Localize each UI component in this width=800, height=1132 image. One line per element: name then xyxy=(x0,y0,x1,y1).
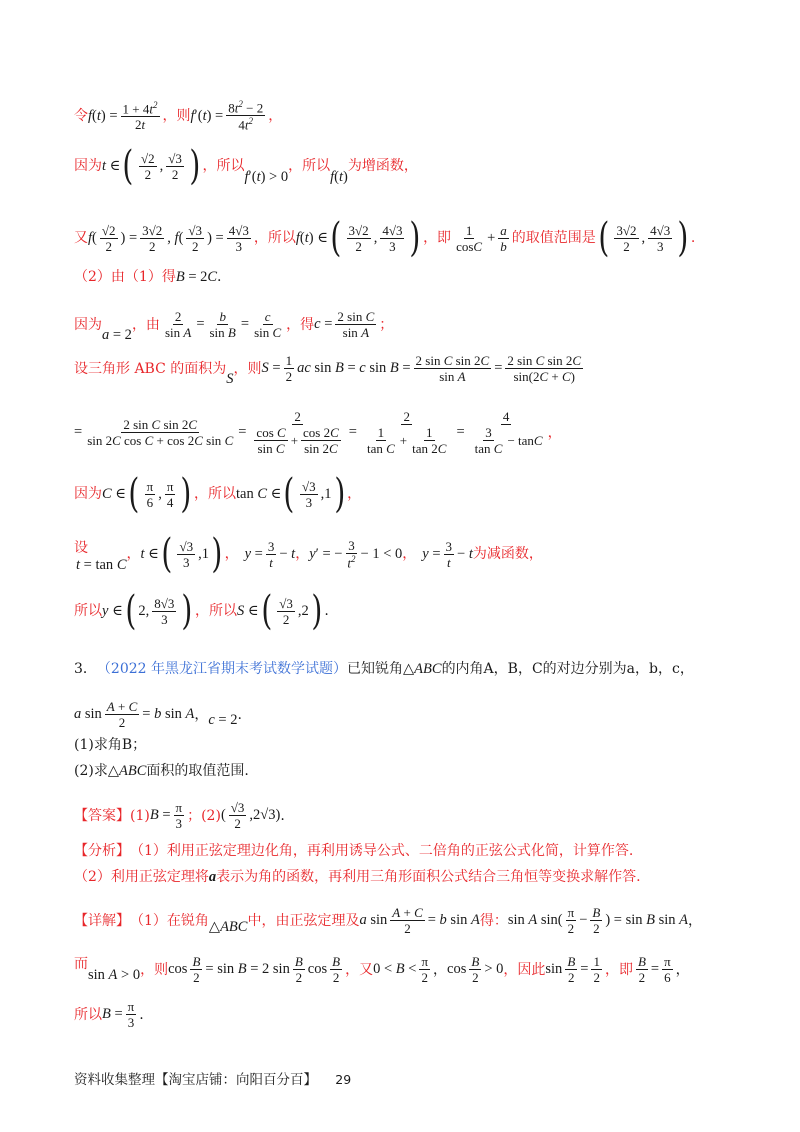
line-analysis-2 xyxy=(74,870,740,885)
formula-y-eq-2: y = xyxy=(422,545,441,562)
formula-f-prime: f′(t) = xyxy=(190,107,224,124)
text-part2: （2）由（1）得 xyxy=(74,269,176,286)
text-comma: ， xyxy=(268,107,283,124)
text-comma-10: ， xyxy=(688,912,703,929)
line-detail-3 xyxy=(74,1000,740,1029)
formula-c-eq: c = xyxy=(314,316,333,333)
fraction-b-2-e: $\frac{B}{2}$ xyxy=(471,954,480,985)
paren-close-4: ) xyxy=(180,471,192,517)
fraction-pi3-b: $\frac{\pi}{3}$ xyxy=(127,999,135,1030)
paren-close-5: ) xyxy=(333,471,345,517)
fraction-f2: $\frac{4√3}{3}$ xyxy=(382,222,403,254)
footer-label: 资料收集整理【淘宝店铺：向阳百分百】 xyxy=(74,1072,317,1088)
line-t-interval xyxy=(74,143,740,189)
text-period-2: . xyxy=(217,269,222,286)
formula-t-in-2: t ∈ xyxy=(140,545,159,562)
fraction-b-2-c: $\frac{B}{2}$ xyxy=(294,954,303,985)
fraction-sqrt3-2-b: $\frac{√3}{2}$ xyxy=(279,595,293,627)
fraction-b-2-f: $\frac{B}{2}$ xyxy=(567,954,576,985)
text-hence: ，因此 xyxy=(503,961,546,978)
plus: + xyxy=(487,229,496,246)
formula-2sqrt3: ,2√3) xyxy=(249,807,281,824)
formula-f-t: f(t) = xyxy=(88,107,118,124)
text-so-f: ，所以 xyxy=(253,230,296,246)
q3-source: （2022 年黑龙江省期末考试数学试题） xyxy=(96,661,348,678)
fraction-pi3: $\frac{\pi}{3}$ xyxy=(175,800,183,831)
text-also2: ，又 xyxy=(345,961,374,978)
fraction-c-sinc: $\frac{c}{\text{sin C}}$ xyxy=(254,309,282,340)
text-comma-6: ， xyxy=(224,546,239,562)
formula-y-eq: y = xyxy=(244,545,263,562)
text-area-let: 设三角形 ABC 的面积为 xyxy=(74,360,227,377)
paren-close-3: ) xyxy=(677,215,689,261)
line-detail-2 xyxy=(74,955,740,984)
paren-open-8: ( xyxy=(260,588,272,634)
text-because: 因为 xyxy=(74,158,102,174)
fraction-a-plus-c: $\frac{A + C}{2}$ xyxy=(106,699,138,730)
text-comma-11: ， xyxy=(433,961,448,978)
text-decreasing: 为减函数， xyxy=(472,546,543,562)
formula-c-2: c = 2 xyxy=(208,712,238,729)
detail-label: 【详解】 xyxy=(74,912,130,929)
paren-small-open: ( xyxy=(220,807,226,824)
paren-open: ( xyxy=(122,143,134,189)
paren-close: ) xyxy=(189,143,201,189)
fraction-area-3: $\frac{\text{2 sin C sin 2C}}{\sin(2C + C)}$ xyxy=(507,353,582,384)
fraction-f-prime: $\frac{8t^2 - 2}{4t^2}$ xyxy=(228,99,264,133)
line-area-expand xyxy=(74,410,740,455)
text-period: . xyxy=(690,230,696,246)
formula-c-in: C ∈ xyxy=(102,485,127,502)
comma-sep-3: , xyxy=(641,229,646,246)
text-comma-7: ， xyxy=(295,546,310,562)
formula-eq-b: ) = xyxy=(207,229,224,246)
fraction-3-t: $\frac{3}{t}$ xyxy=(267,538,275,570)
fraction-2-sina: $\frac{2}{\text{sin A}}$ xyxy=(164,309,192,340)
detail-1a: （1）在锐角 xyxy=(130,912,209,929)
comma-one-2: ,1 xyxy=(198,545,209,562)
line-f-values xyxy=(74,215,740,261)
fraction-1-cosc: $\frac{1}{\cos C}$ xyxy=(456,222,483,254)
comma-sep: , xyxy=(159,157,164,174)
paren-close-6: ) xyxy=(211,531,223,577)
fraction-pi2: $\frac{\pi}{2}$ xyxy=(567,905,575,936)
paren-close-8: ) xyxy=(311,588,323,634)
formula-b-pi3: B = xyxy=(149,807,171,824)
fraction-sqrt3-2: $\frac{√3}{2}$ xyxy=(168,150,182,182)
fraction-area-7: 4 $\frac{3}{\text{tan C}}$ − tan C xyxy=(474,409,543,456)
fraction-pi6-b: $\frac{\pi}{6}$ xyxy=(664,954,671,985)
text-comma-12: ， xyxy=(675,961,690,978)
formula-y-in: y ∈ xyxy=(102,602,123,619)
text-get: ，得 xyxy=(286,316,315,333)
fraction-area-2: $\frac{\text{2 sin C sin 2C}}{\text{sin A}}$ xyxy=(415,353,490,384)
formula-yprime: y′ = − xyxy=(309,545,343,562)
text-period-3: . xyxy=(324,603,329,619)
fraction-sqrt3-3-b: $\frac{√3}{3}$ xyxy=(179,538,194,570)
fraction-3-t2: $\frac{3}{t^2}$ xyxy=(347,537,356,571)
q3-part1: (1)求角B； xyxy=(74,737,147,753)
formula-tanc-in: tan C ∈ xyxy=(236,485,282,502)
answer-2: ；(2) xyxy=(187,807,221,824)
fraction-b-2: $\frac{B}{2}$ xyxy=(592,905,601,936)
text-comma-then xyxy=(234,362,262,376)
fraction-pi6: $\frac{\pi}{6}$ xyxy=(146,478,154,510)
text-so-s: ，所以 xyxy=(195,603,238,619)
gt-zero: > 0 xyxy=(484,961,504,978)
formula-f-open-2: , f( xyxy=(167,229,184,246)
formula-S-eq: S = xyxy=(261,360,281,377)
formula-s-in: S ∈ xyxy=(237,602,259,619)
formula-sinb-2sin: = sin B = 2 sin xyxy=(205,961,290,978)
fraction-b: $\frac{3√2}{2}$ xyxy=(142,222,163,254)
fraction-a: $\frac{√2}{2}$ xyxy=(101,222,116,254)
fraction-h: $\frac{4√3}{3}$ xyxy=(650,222,671,254)
formula-ft-in: f(t) ∈ xyxy=(295,229,328,246)
fraction-2sinc-sina: $\frac{\text{2 sin C}}{\text{sin A}}$ xyxy=(337,309,375,340)
text-so: ，所以 xyxy=(202,158,245,174)
formula-b-2c: B = 2C xyxy=(175,269,218,285)
analysis-2b: 表示为角的函数，再利用三角形面积公式结合三角恒等变换求解作答. xyxy=(216,869,641,886)
text-then-2: 则 xyxy=(247,360,262,377)
fraction-pi2-b: $\frac{\pi}{2}$ xyxy=(421,954,429,985)
text-also: 又 xyxy=(74,230,88,246)
fraction-c: $\frac{√3}{2}$ xyxy=(188,222,203,254)
paren-open-2: ( xyxy=(330,215,342,261)
formula-bsina: = b sin A xyxy=(142,706,195,723)
line-answer xyxy=(74,801,740,830)
fraction-area-5: 2 $\frac{\text{cos C}}{\text{sin C}}$ + $\frac{\cos 2C}{\sin 2C}$ xyxy=(256,409,339,456)
line-substitution xyxy=(74,531,740,577)
text-semicolon: ； xyxy=(379,316,394,333)
comma-one: ,1 xyxy=(320,485,332,502)
formula-area-1: ac sin B = c sin B = xyxy=(297,360,411,377)
line-sine-law xyxy=(74,309,740,344)
fraction-b-sinb: $\frac{b}{\text{sin B}}$ xyxy=(209,309,236,340)
formula-asin: a sin xyxy=(74,706,102,723)
answer-label: 【答案】 xyxy=(74,807,130,824)
analysis-2a: （2）利用正弦定理将 xyxy=(74,869,209,886)
eq-2: = xyxy=(240,316,250,333)
text-comma-2: ， xyxy=(233,360,248,377)
text-comma-9: ， xyxy=(194,706,209,723)
fraction-d: $\frac{4√3}{3}$ xyxy=(228,222,249,254)
line-result xyxy=(74,588,740,634)
formula-triangle-abc-3: △ABC xyxy=(208,919,248,936)
fraction-a-b: $\frac{a}{b}$ xyxy=(500,222,507,254)
eq-3: = xyxy=(494,360,503,377)
formula-neg: − 1 < 0 xyxy=(360,545,403,562)
fraction-area-6: 2 $\frac{1}{\text{tan C}}$ + $\frac{1}{\tan 2C}$ xyxy=(366,409,447,456)
text-let-t: 设 xyxy=(74,540,88,556)
detail-1b: 中，由正弦定理及 xyxy=(247,912,360,929)
q3-number: 3． xyxy=(74,661,97,678)
fraction-pi4: $\frac{\pi}{4}$ xyxy=(166,478,174,510)
text-then3: ，则 xyxy=(140,961,169,978)
fraction-b-2-b: $\frac{B}{2}$ xyxy=(192,954,201,985)
formula-eq-a: ) = xyxy=(120,229,138,246)
formula-t-tanc: t = tan C xyxy=(76,556,127,573)
text-comma-5: ， xyxy=(126,546,141,562)
page-footer xyxy=(74,1068,351,1088)
line-part2 xyxy=(74,270,740,285)
formula-f-t-2: f(t) xyxy=(330,168,348,185)
fraction-half: $\frac{1}{2}$ xyxy=(285,353,293,384)
minus: − xyxy=(579,912,588,929)
comma-sep-2: , xyxy=(373,229,378,246)
formula-S: S xyxy=(226,371,234,388)
text-by: ，由 xyxy=(131,316,160,333)
formula-t-in: t ∈ xyxy=(102,157,121,174)
formula-fprime-positive: f′(t) > 0 xyxy=(244,168,289,185)
text-period-6: . xyxy=(139,1006,144,1023)
formula-triangle-abc: △ABC xyxy=(403,661,442,677)
text-and: 而 xyxy=(74,955,88,972)
formula-a-2: a = 2 xyxy=(102,327,132,344)
formula-minus-t: − t xyxy=(279,545,296,562)
line-analysis-1 xyxy=(74,844,740,858)
text-period-4: . xyxy=(237,706,242,723)
sin-label: sin xyxy=(545,961,563,978)
eq-7: = xyxy=(456,424,465,441)
text-because-3: 因为 xyxy=(74,486,102,502)
q3-stem-2: 的内角A，B，C的对边分别为a，b，c， xyxy=(441,661,694,678)
formula-triangle-abc-2: △ABC xyxy=(107,763,147,779)
paren-open-6: ( xyxy=(161,531,173,577)
formula-f-open: f( xyxy=(88,229,97,246)
formula-asin-2: a sin xyxy=(359,912,388,929)
text-range-of: 的取值范围是 xyxy=(511,230,596,246)
text-ie: ，即 xyxy=(604,961,633,978)
comma-two: ,2 xyxy=(297,602,309,619)
two-comma: 2, xyxy=(138,602,150,619)
fraction-1-2: $\frac{1}{2}$ xyxy=(593,954,600,985)
text-increasing: 为增函数， xyxy=(347,158,418,174)
eq-8: = xyxy=(580,961,589,978)
eq-4: = xyxy=(74,424,83,441)
line-q3-stem xyxy=(74,662,740,677)
fraction-8sqrt3-3: $\frac{8√3}{3}$ xyxy=(154,595,175,627)
text-sob: 所以 xyxy=(74,1006,102,1023)
cos-label: cos xyxy=(168,961,188,978)
fraction-e: $\frac{3√2}{2}$ xyxy=(348,222,369,254)
fraction-f: $\frac{1 + 4t^2}{2t}$ xyxy=(122,99,158,132)
text-because-2: 因为 xyxy=(74,316,102,333)
formula-b-eq-final: B = xyxy=(102,1006,123,1023)
q3-stem-1: 已知锐角 xyxy=(347,661,404,678)
paren-open-4: ( xyxy=(128,471,140,517)
fraction-a-plus-c-2: $\frac{A + C}{2}$ xyxy=(392,905,423,936)
eq-1: = xyxy=(196,316,205,333)
paren-open-7: ( xyxy=(125,588,137,634)
line-c-range xyxy=(74,471,740,517)
text-period-5: . xyxy=(280,807,285,824)
fraction-3-t-b: $\frac{3}{t}$ xyxy=(445,538,453,570)
line-f-definition xyxy=(74,100,740,132)
eq-5: = xyxy=(238,424,247,441)
q3-part2-a: (2)求 xyxy=(74,763,108,780)
q3-part2-b: 面积的取值范围. xyxy=(146,763,249,780)
text-let: 令 xyxy=(74,107,88,124)
text-comma-3: ， xyxy=(547,424,562,441)
eq-9: = xyxy=(650,961,660,978)
paren-close-2: ) xyxy=(409,215,421,261)
fraction-sqrt3-3: $\frac{√3}{3}$ xyxy=(302,478,316,510)
fraction-g: $\frac{3√2}{2}$ xyxy=(616,222,637,254)
formula-a-bold: a xyxy=(208,869,217,885)
text-comma-4: ， xyxy=(347,486,362,502)
detail-1c: 得： xyxy=(479,912,508,929)
text-comma-8: ， xyxy=(402,546,417,562)
fraction-sqrt3-2-c: $\frac{√3}{2}$ xyxy=(230,800,245,831)
answer-1: (1) xyxy=(130,807,150,824)
line-area xyxy=(74,353,740,388)
comma-sep-4: , xyxy=(158,485,162,502)
paren-open-3: ( xyxy=(598,215,610,261)
paren-close-7: ) xyxy=(181,588,193,634)
eq-6: = xyxy=(348,424,357,441)
page-number: 29 xyxy=(335,1072,352,1087)
text-namely: ，即 xyxy=(423,230,452,246)
line-q3-part1 xyxy=(74,738,740,752)
text-so-2: ，所以 xyxy=(288,158,331,174)
line-detail-1 xyxy=(74,906,740,935)
formula-minus-t-2: − t xyxy=(457,545,473,562)
analysis-label: 【分析】 xyxy=(74,843,130,859)
paren-open-5: ( xyxy=(283,471,295,517)
formula-bsina-2: = b sin A xyxy=(427,912,480,929)
cos-label-2: cos xyxy=(307,961,328,978)
fraction-area-4: $\frac{\text{2 sin C sin 2C}}{\text{sin 2C cos C + cos 2C sin C}}$ xyxy=(87,417,234,448)
formula-sina-pos: sin A > 0 xyxy=(88,967,141,984)
text-so2: 所以 xyxy=(74,603,102,619)
analysis-1: （1）利用正弦定理边化角，再利用诱导公式、二倍角的正弦公式化简，计算作答. xyxy=(130,843,634,859)
line-q3-condition xyxy=(74,700,740,729)
formula-0-b: 0 < B < xyxy=(373,961,417,978)
fraction-b-2-d: $\frac{B}{2}$ xyxy=(332,954,341,985)
fraction-sqrt2-2: $\frac{√2}{2}$ xyxy=(141,150,155,182)
line-q3-part2 xyxy=(74,764,740,779)
formula-sinbsina: ) = sin B sin A xyxy=(605,912,689,929)
formula-sinasin: sin A sin( xyxy=(507,912,563,929)
text-so-3: ，所以 xyxy=(194,486,237,502)
text-then: ，则 xyxy=(162,107,191,124)
cos-label-3: cos xyxy=(447,961,467,978)
fraction-b-2-g: $\frac{B}{2}$ xyxy=(637,954,646,985)
